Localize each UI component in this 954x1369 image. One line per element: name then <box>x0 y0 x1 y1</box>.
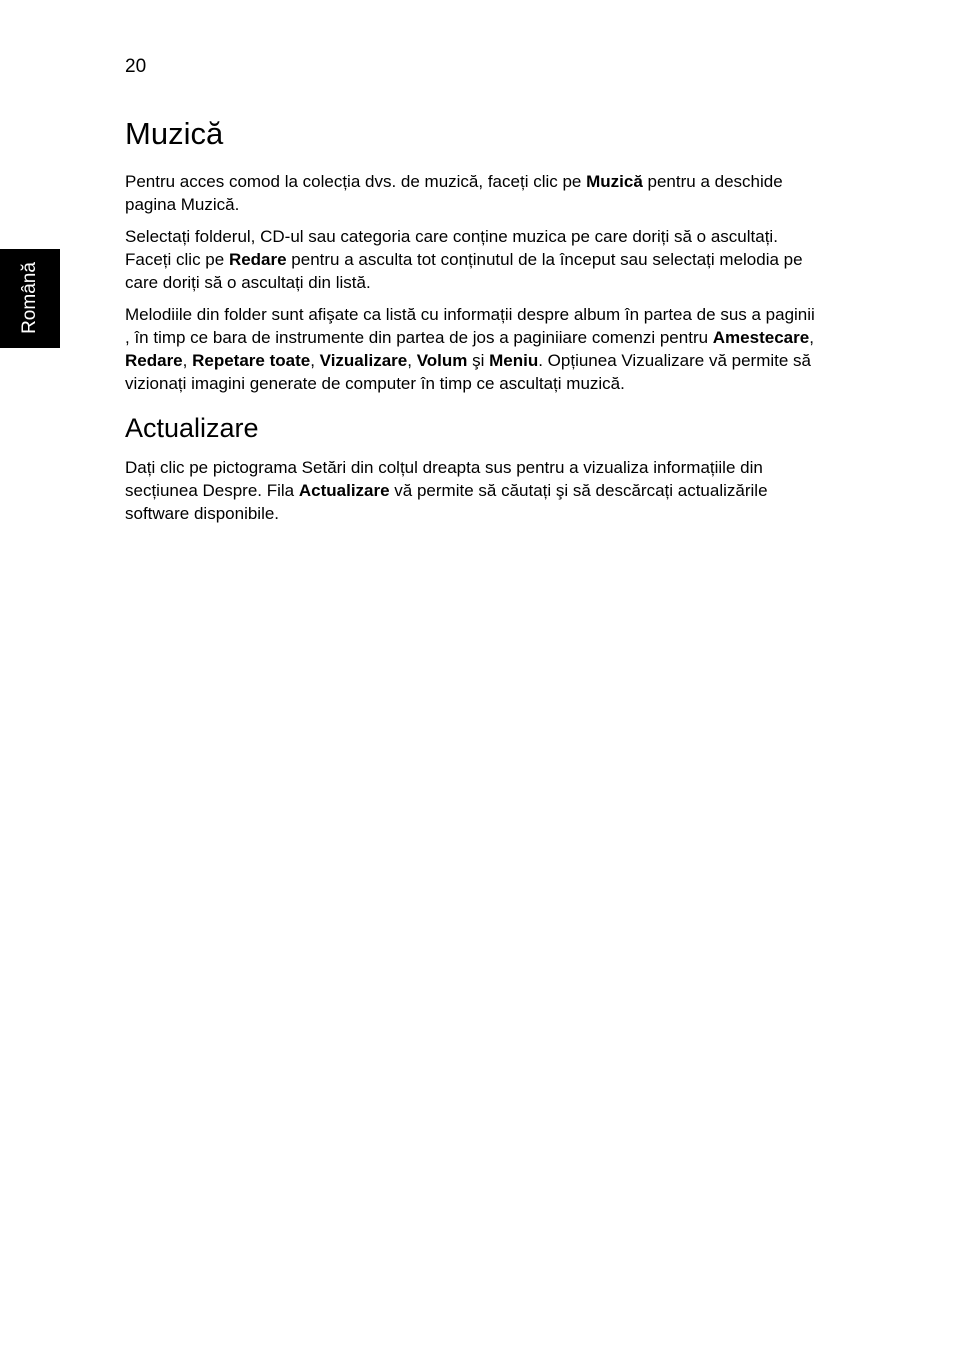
text: Selectați folderul, CD-ul sau categoria care conține muzica pe care doriți să o ascultați. Faceți clic pe <box>125 227 778 269</box>
text: vă permite să căutați şi să descărcați actualizările software disponibile. <box>125 481 768 523</box>
separator: şi <box>467 351 490 370</box>
page-number: 20 <box>125 56 147 77</box>
bold-term: Muzică <box>586 172 643 191</box>
music-paragraph-3 <box>125 303 815 395</box>
section-title-music: Muzică <box>125 116 224 151</box>
text: pentru a deschide pagina Muzică. <box>125 172 783 214</box>
text: pentru a asculta tot conținutul de la început sau selectați melodia pe care doriți să o ascultați din listă. <box>125 250 803 292</box>
bold-term: Volum <box>416 351 468 370</box>
text: Melodiile din folder sunt afişate ca listă cu informații despre album în partea de sus a paginii , în timp ce bara de instrumente din partea de jos a paginiiare comenzi pentru <box>125 305 815 347</box>
language-tab-label: Română <box>19 262 40 334</box>
text: Dați clic pe pictograma Setări din colțul dreapta sus pentru a vizualiza informațiile din secțiunea Despre. Fila <box>125 458 763 500</box>
separator: , <box>809 328 814 347</box>
bold-term: Amestecare <box>712 328 810 347</box>
bold-term: Meniu <box>489 351 539 370</box>
bold-term: Redare <box>228 250 287 269</box>
bold-term: Actualizare <box>298 481 390 500</box>
separator: , <box>310 351 320 370</box>
update-paragraph-1 <box>125 456 815 525</box>
separator: , <box>182 351 193 370</box>
separator: , <box>407 351 417 370</box>
language-tab <box>0 249 60 348</box>
bold-term: Redare <box>125 351 183 370</box>
music-paragraph-1 <box>125 170 815 216</box>
section-title-update: Actualizare <box>125 413 259 443</box>
text: . Opțiunea Vizualizare vă permite să vizionați imagini generate de computer în timp ce ascultați muzică. <box>125 351 811 393</box>
music-paragraph-2 <box>125 225 815 294</box>
bold-term: Vizualizare <box>319 351 408 370</box>
text: Pentru acces comod la colecția dvs. de muzică, faceți clic pe <box>125 172 587 191</box>
page-content <box>125 112 815 534</box>
bold-term: Repetare toate <box>192 351 311 370</box>
